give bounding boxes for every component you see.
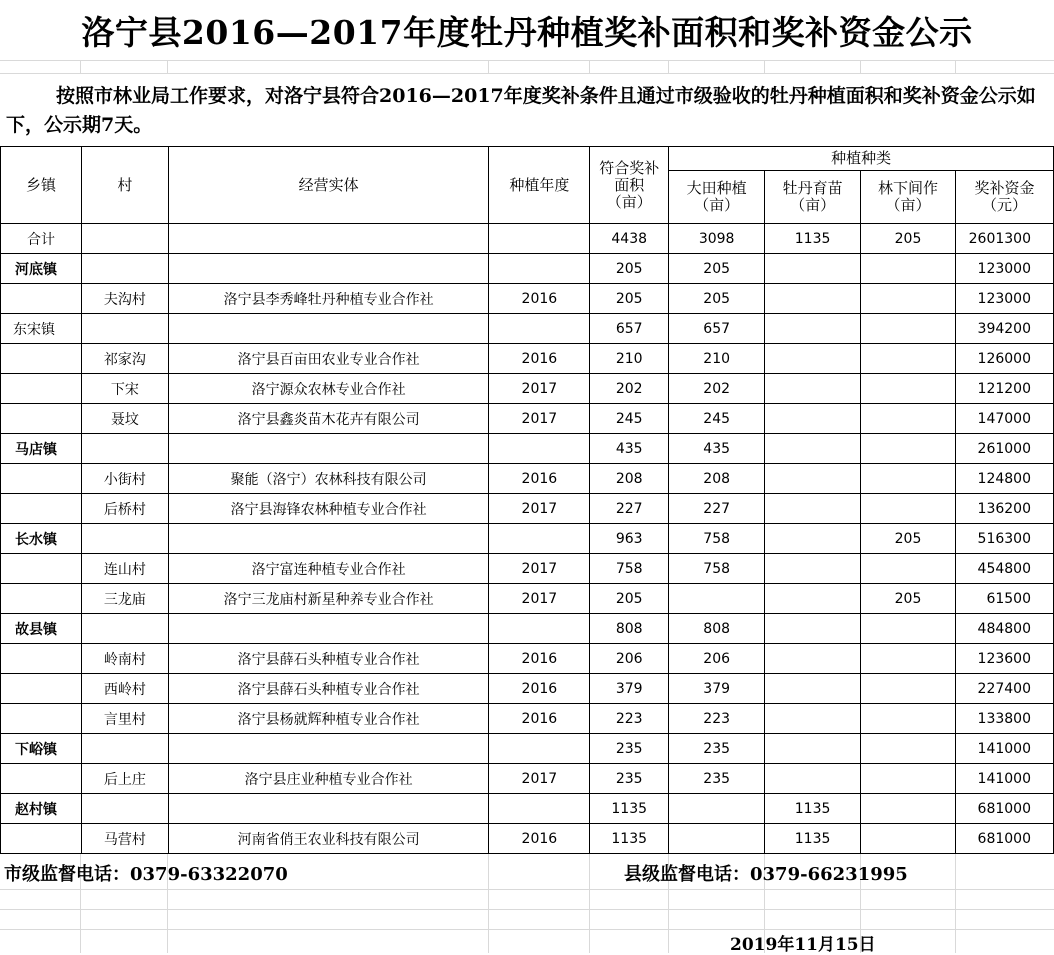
cell-understory: [861, 284, 956, 314]
cell-town: 下峪镇: [1, 734, 82, 764]
cell-field: 379: [669, 674, 765, 704]
cell-entity: 河南省俏王农业科技有限公司: [168, 824, 489, 854]
cell-understory: [861, 764, 956, 794]
cell-area: 205: [590, 284, 669, 314]
cell-field: 227: [669, 494, 765, 524]
header-planting-types: 种植种类: [669, 147, 1054, 171]
cell-funds: 227400: [955, 674, 1053, 704]
cell-seedling: [765, 464, 861, 494]
cell-village: [81, 524, 168, 554]
cell-town: [1, 584, 82, 614]
cell-year: [489, 224, 590, 254]
cell-understory: [861, 674, 956, 704]
cell-village: 言里村: [81, 704, 168, 734]
header-year: 种植年度: [489, 147, 590, 224]
cell-entity: 洛宁县杨就辉种植专业合作社: [168, 704, 489, 734]
cell-funds: 126000: [955, 344, 1053, 374]
cell-entity: 聚能（洛宁）农林科技有限公司: [168, 464, 489, 494]
cell-funds: 123000: [955, 254, 1053, 284]
cell-village: 西岭村: [81, 674, 168, 704]
cell-entity: 洛宁三龙庙村新星种养专业合作社: [168, 584, 489, 614]
cell-funds: 516300: [955, 524, 1053, 554]
cell-funds: 147000: [955, 404, 1053, 434]
cell-funds: 124800: [955, 464, 1053, 494]
cell-understory: [861, 314, 956, 344]
cell-entity: 洛宁县李秀峰牡丹种植专业合作社: [168, 284, 489, 314]
cell-village: 后上庄: [81, 764, 168, 794]
cell-town: [1, 644, 82, 674]
cell-year: 2017: [489, 404, 590, 434]
notice-paragraph: 按照市林业局工作要求，对洛宁县符合2016—2017年度奖补条件且通过市级验收的牡丹种植面积和奖补资金公示如下，公示期7天。: [0, 74, 1054, 146]
cell-town: 马店镇: [1, 434, 82, 464]
cell-seedling: [765, 764, 861, 794]
table-row: [1, 554, 1054, 584]
cell-area: 210: [590, 344, 669, 374]
cell-funds: 394200: [955, 314, 1053, 344]
cell-year: 2016: [489, 644, 590, 674]
cell-village: 小街村: [81, 464, 168, 494]
cell-funds: 2601300: [955, 224, 1053, 254]
cell-funds: 133800: [955, 704, 1053, 734]
header-town: 乡镇: [1, 147, 82, 224]
cell-understory: [861, 734, 956, 764]
cell-field: 435: [669, 434, 765, 464]
cell-area: 235: [590, 764, 669, 794]
cell-area: 808: [590, 614, 669, 644]
publication-date: 2019年11月15日: [730, 935, 876, 955]
cell-year: [489, 794, 590, 824]
cell-seedling: [765, 704, 861, 734]
cell-entity: [168, 614, 489, 644]
cell-town: [1, 554, 82, 584]
cell-year: 2016: [489, 464, 590, 494]
gridline: [0, 909, 1054, 910]
cell-seedling: [765, 734, 861, 764]
cell-funds: 141000: [955, 764, 1053, 794]
cell-seedling: [765, 524, 861, 554]
table-body: [1, 224, 1054, 854]
cell-village: 祁家沟: [81, 344, 168, 374]
cell-area: 223: [590, 704, 669, 734]
cell-field: 202: [669, 374, 765, 404]
cell-village: [81, 314, 168, 344]
cell-seedling: [765, 404, 861, 434]
cell-town: 赵村镇: [1, 794, 82, 824]
cell-field: 657: [669, 314, 765, 344]
table-row: [1, 344, 1054, 374]
cell-area: 1135: [590, 794, 669, 824]
cell-year: 2016: [489, 824, 590, 854]
cell-seedling: 1135: [765, 224, 861, 254]
cell-funds: 454800: [955, 554, 1053, 584]
cell-town: [1, 824, 82, 854]
header-field: 大田种植（亩）: [669, 171, 765, 224]
cell-town: [1, 764, 82, 794]
table-row: [1, 674, 1054, 704]
cell-town: [1, 494, 82, 524]
cell-area: 235: [590, 734, 669, 764]
cell-funds: 681000: [955, 824, 1053, 854]
cell-understory: [861, 344, 956, 374]
cell-funds: 484800: [955, 614, 1053, 644]
cell-year: [489, 734, 590, 764]
cell-field: 758: [669, 554, 765, 584]
cell-funds: 123000: [955, 284, 1053, 314]
cell-area: 206: [590, 644, 669, 674]
cell-field: 210: [669, 344, 765, 374]
cell-town: [1, 344, 82, 374]
cell-seedling: [765, 434, 861, 464]
header-funds: 奖补资金（元）: [955, 171, 1053, 224]
gridline: [0, 929, 1054, 930]
town-row: [1, 254, 1054, 284]
cell-town: [1, 404, 82, 434]
cell-village: [81, 224, 168, 254]
cell-entity: [168, 224, 489, 254]
cell-entity: 洛宁县海锋农林种植专业合作社: [168, 494, 489, 524]
cell-seedling: [765, 344, 861, 374]
table-row: [1, 284, 1054, 314]
total-row: [1, 224, 1054, 254]
cell-entity: 洛宁源众农林专业合作社: [168, 374, 489, 404]
cell-village: [81, 794, 168, 824]
county-supervision-phone: 县级监督电话：0379-66231995: [624, 864, 908, 885]
cell-seedling: 1135: [765, 794, 861, 824]
cell-funds: 61500: [955, 584, 1053, 614]
cell-area: 245: [590, 404, 669, 434]
town-row: [1, 434, 1054, 464]
cell-entity: 洛宁县薛石头种植专业合作社: [168, 644, 489, 674]
cell-field: 3098: [669, 224, 765, 254]
cell-field: [669, 824, 765, 854]
cell-town: 故县镇: [1, 614, 82, 644]
cell-entity: 洛宁县鑫炎苗木花卉有限公司: [168, 404, 489, 434]
cell-seedling: [765, 644, 861, 674]
cell-town: [1, 374, 82, 404]
town-row: [1, 794, 1054, 824]
cell-entity: [168, 434, 489, 464]
cell-field: 205: [669, 284, 765, 314]
cell-area: 202: [590, 374, 669, 404]
cell-seedling: [765, 494, 861, 524]
table-row: [1, 404, 1054, 434]
cell-seedling: [765, 554, 861, 584]
cell-year: 2017: [489, 554, 590, 584]
cell-understory: [861, 434, 956, 464]
cell-year: [489, 434, 590, 464]
subsidy-table-wrapper: [0, 146, 1054, 854]
cell-town: [1, 464, 82, 494]
cell-town: [1, 284, 82, 314]
gridline: [0, 889, 1054, 890]
cell-entity: 洛宁富连种植专业合作社: [168, 554, 489, 584]
cell-area: 379: [590, 674, 669, 704]
cell-year: 2016: [489, 674, 590, 704]
cell-year: [489, 254, 590, 284]
cell-area: 4438: [590, 224, 669, 254]
cell-field: [669, 584, 765, 614]
cell-area: 758: [590, 554, 669, 584]
cell-understory: [861, 374, 956, 404]
cell-seedling: [765, 584, 861, 614]
cell-village: 马营村: [81, 824, 168, 854]
cell-field: 235: [669, 764, 765, 794]
header-area: 符合奖补面积（亩）: [590, 147, 669, 224]
cell-field: 235: [669, 734, 765, 764]
cell-seedling: [765, 674, 861, 704]
cell-year: [489, 614, 590, 644]
cell-funds: 681000: [955, 794, 1053, 824]
cell-year: 2016: [489, 344, 590, 374]
city-supervision-phone: 市级监督电话：0379-63322070: [4, 864, 288, 885]
cell-town: 东宋镇: [1, 314, 82, 344]
cell-field: 223: [669, 704, 765, 734]
table-row: [1, 824, 1054, 854]
cell-entity: [168, 524, 489, 554]
town-row: [1, 314, 1054, 344]
table-row: [1, 374, 1054, 404]
cell-village: [81, 254, 168, 284]
cell-seedling: [765, 314, 861, 344]
cell-seedling: [765, 254, 861, 284]
cell-year: [489, 524, 590, 554]
cell-seedling: [765, 284, 861, 314]
table-row: [1, 764, 1054, 794]
cell-area: 205: [590, 584, 669, 614]
cell-seedling: [765, 374, 861, 404]
cell-understory: [861, 644, 956, 674]
cell-year: 2016: [489, 704, 590, 734]
cell-field: 205: [669, 254, 765, 284]
cell-funds: 141000: [955, 734, 1053, 764]
cell-area: 205: [590, 254, 669, 284]
cell-entity: [168, 794, 489, 824]
town-row: [1, 614, 1054, 644]
cell-year: 2016: [489, 284, 590, 314]
cell-area: 1135: [590, 824, 669, 854]
cell-village: [81, 434, 168, 464]
cell-field: 808: [669, 614, 765, 644]
cell-area: 208: [590, 464, 669, 494]
cell-understory: [861, 614, 956, 644]
cell-area: 963: [590, 524, 669, 554]
cell-village: 夫沟村: [81, 284, 168, 314]
cell-town: 河底镇: [1, 254, 82, 284]
cell-year: 2017: [489, 494, 590, 524]
cell-understory: 205: [861, 524, 956, 554]
cell-understory: [861, 464, 956, 494]
header-understory: 林下间作（亩）: [861, 171, 956, 224]
cell-village: 连山村: [81, 554, 168, 584]
header-seedling: 牡丹育苗（亩）: [765, 171, 861, 224]
cell-area: 435: [590, 434, 669, 464]
cell-funds: 121200: [955, 374, 1053, 404]
cell-entity: 洛宁县百亩田农业专业合作社: [168, 344, 489, 374]
cell-field: 758: [669, 524, 765, 554]
cell-understory: [861, 494, 956, 524]
cell-entity: [168, 314, 489, 344]
cell-seedling: [765, 614, 861, 644]
cell-area: 657: [590, 314, 669, 344]
cell-entity: 洛宁县庄业种植专业合作社: [168, 764, 489, 794]
table-row: [1, 494, 1054, 524]
town-row: [1, 524, 1054, 554]
header-village: 村: [81, 147, 168, 224]
cell-funds: 123600: [955, 644, 1053, 674]
cell-year: 2017: [489, 374, 590, 404]
table-row: [1, 464, 1054, 494]
cell-seedling: 1135: [765, 824, 861, 854]
cell-year: 2017: [489, 764, 590, 794]
cell-village: 三龙庙: [81, 584, 168, 614]
table-row: [1, 704, 1054, 734]
table-row: [1, 644, 1054, 674]
cell-village: 岭南村: [81, 644, 168, 674]
cell-entity: [168, 734, 489, 764]
cell-field: 245: [669, 404, 765, 434]
cell-area: 227: [590, 494, 669, 524]
cell-year: 2017: [489, 584, 590, 614]
cell-understory: 205: [861, 584, 956, 614]
town-row: [1, 734, 1054, 764]
cell-field: 206: [669, 644, 765, 674]
cell-town: [1, 704, 82, 734]
cell-understory: [861, 554, 956, 584]
cell-village: 聂坟: [81, 404, 168, 434]
cell-understory: [861, 404, 956, 434]
cell-town: [1, 674, 82, 704]
cell-year: [489, 314, 590, 344]
table-row: [1, 584, 1054, 614]
cell-village: [81, 614, 168, 644]
cell-town: 合计: [1, 224, 82, 254]
cell-understory: [861, 254, 956, 284]
cell-understory: [861, 824, 956, 854]
cell-understory: [861, 704, 956, 734]
cell-town: 长水镇: [1, 524, 82, 554]
cell-field: 208: [669, 464, 765, 494]
cell-funds: 261000: [955, 434, 1053, 464]
cell-field: [669, 794, 765, 824]
cell-entity: [168, 254, 489, 284]
subsidy-table: [0, 146, 1054, 854]
cell-village: [81, 734, 168, 764]
cell-village: 下宋: [81, 374, 168, 404]
cell-understory: 205: [861, 224, 956, 254]
header-entity: 经营实体: [168, 147, 489, 224]
cell-entity: 洛宁县薛石头种植专业合作社: [168, 674, 489, 704]
cell-funds: 136200: [955, 494, 1053, 524]
cell-understory: [861, 794, 956, 824]
page-title: 洛宁县2016—2017年度牡丹种植奖补面积和奖补资金公示: [0, 0, 1054, 61]
cell-village: 后桥村: [81, 494, 168, 524]
